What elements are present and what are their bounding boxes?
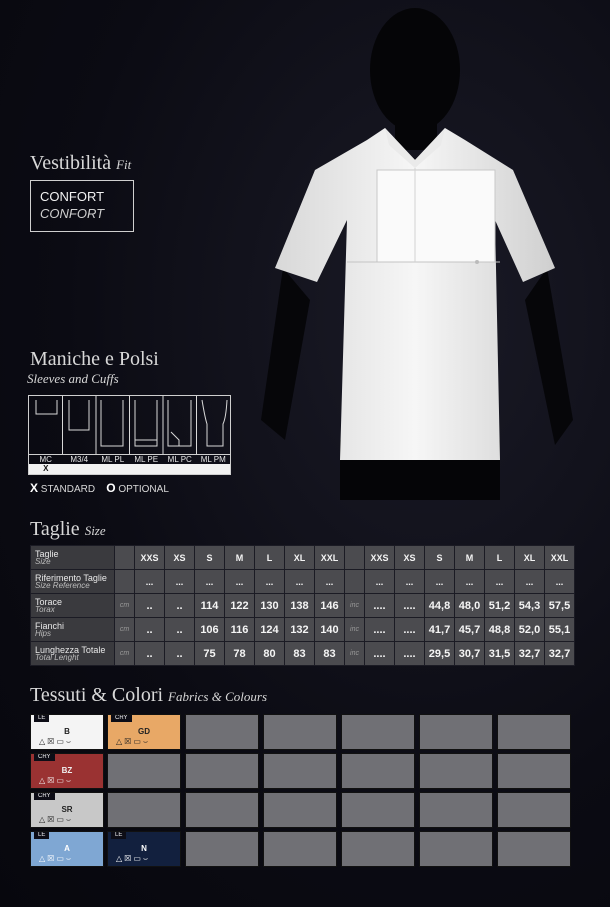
- size-cell: ...: [225, 570, 255, 594]
- size-cell: ...: [365, 570, 395, 594]
- fit-value-box: [30, 180, 134, 232]
- size-cell: S: [195, 546, 225, 570]
- fabric-tag: LE: [34, 831, 49, 839]
- size-value-cm: ..: [165, 618, 195, 642]
- size-cell: XL: [285, 546, 315, 570]
- row-label: [31, 570, 115, 594]
- size-value-inc: ....: [395, 642, 425, 666]
- size-table-row: [31, 594, 575, 618]
- size-value-cm: 114: [195, 594, 225, 618]
- unit-inc: inc: [345, 618, 365, 642]
- fabric-swatch[interactable]: [30, 831, 104, 867]
- care-icons: △☒▭⌣: [116, 737, 151, 746]
- size-cell: M: [225, 546, 255, 570]
- size-cell: ...: [395, 570, 425, 594]
- fabric-tag: CRY: [111, 714, 132, 722]
- care-icons: △☒▭⌣: [39, 854, 74, 863]
- size-cell: L: [255, 546, 285, 570]
- unit-cm: cm: [115, 594, 135, 618]
- size-value-inc: 30,7: [455, 642, 485, 666]
- sleeves-chart: [28, 395, 231, 475]
- fabric-empty-slot: [341, 792, 415, 828]
- size-value-cm: 138: [285, 594, 315, 618]
- legend-optional-mark: O: [106, 481, 116, 495]
- size-value-inc: 52,0: [515, 618, 545, 642]
- size-section-title: [30, 518, 106, 541]
- row-label: [31, 618, 115, 642]
- fabric-code: N: [141, 844, 147, 853]
- unit-cell: [115, 546, 135, 570]
- sleeve-mark: [163, 464, 197, 474]
- row-label-en: Hips: [35, 628, 52, 638]
- fabric-empty-slot: [263, 753, 337, 789]
- row-label-it: Torace: [35, 596, 63, 607]
- fabric-tag: LE: [34, 714, 49, 722]
- row-label: [31, 546, 115, 570]
- size-value-inc: ....: [365, 618, 395, 642]
- fabric-code: BZ: [61, 766, 73, 775]
- size-value-inc: 32,7: [545, 642, 575, 666]
- fabric-empty-slot: [497, 753, 571, 789]
- size-value-cm: 78: [225, 642, 255, 666]
- size-cell: ...: [455, 570, 485, 594]
- fabric-tag: CRY: [34, 753, 55, 761]
- fabrics-title: Tessuti & Colori: [30, 684, 164, 706]
- size-table-row: [31, 642, 575, 666]
- sleeve-mark: [130, 464, 164, 474]
- row-label-it: Riferimento Taglie: [35, 572, 107, 583]
- size-cell: M: [455, 546, 485, 570]
- model-jacket-image: [255, 0, 585, 500]
- size-title: Taglie: [30, 518, 80, 540]
- unit-cell: [115, 570, 135, 594]
- size-cell: XL: [515, 546, 545, 570]
- size-value-inc: 31,5: [485, 642, 515, 666]
- size-title-en: Size: [84, 523, 106, 538]
- sleeve-label: ML PL: [101, 455, 125, 464]
- sleeve-labels: [29, 454, 230, 464]
- size-value-inc: 41,7: [425, 618, 455, 642]
- size-cell: L: [485, 546, 515, 570]
- fit-title: Vestibilità: [30, 152, 112, 174]
- legend-standard: STANDARD: [40, 484, 96, 495]
- size-value-inc: 48,8: [485, 618, 515, 642]
- size-value-inc: 48,0: [455, 594, 485, 618]
- fabric-code: A: [64, 844, 70, 853]
- fabric-empty-slot: [497, 714, 571, 750]
- sleeve-label: M3/4: [70, 455, 89, 464]
- sleeve-marks: [29, 464, 230, 474]
- size-value-cm: 132: [285, 618, 315, 642]
- sleeve-icons: [29, 396, 230, 454]
- size-value-inc: ....: [395, 594, 425, 618]
- size-cell: ...: [315, 570, 345, 594]
- row-label-it: Fianchi: [35, 620, 65, 631]
- fabric-empty-slot: [341, 753, 415, 789]
- size-cell: ...: [285, 570, 315, 594]
- size-cell: ...: [255, 570, 285, 594]
- sleeves-section-subtitle: Sleeves and Cuffs: [27, 371, 119, 386]
- fit-title-en: Fit: [116, 157, 132, 172]
- fabric-empty-slot: [107, 792, 181, 828]
- size-value-cm: ..: [135, 642, 165, 666]
- row-label-en: Size Reference: [35, 580, 90, 590]
- size-value-inc: 57,5: [545, 594, 575, 618]
- row-label-en: Size: [35, 556, 51, 566]
- fabric-code: SR: [61, 805, 73, 814]
- fabric-empty-slot: [419, 831, 493, 867]
- unit-cm: cm: [115, 618, 135, 642]
- sleeve-mark: [197, 464, 231, 474]
- size-cell: ...: [425, 570, 455, 594]
- size-cell: ...: [545, 570, 575, 594]
- size-value-cm: 75: [195, 642, 225, 666]
- size-value-inc: 51,2: [485, 594, 515, 618]
- size-value-inc: ....: [395, 618, 425, 642]
- fabric-tag: LE: [111, 831, 126, 839]
- size-cell: ...: [135, 570, 165, 594]
- size-value-cm: 124: [255, 618, 285, 642]
- size-value-cm: ..: [165, 594, 195, 618]
- fabric-empty-slot: [497, 792, 571, 828]
- fit-value-en: CONFORT: [40, 206, 105, 221]
- fabric-swatch[interactable]: [30, 753, 104, 789]
- size-value-inc: ....: [365, 594, 395, 618]
- fabric-empty-slot: [185, 714, 259, 750]
- fabric-empty-slot: [419, 714, 493, 750]
- sleeve-label: ML PE: [134, 455, 159, 464]
- size-table-row: [31, 618, 575, 642]
- size-cell: XS: [165, 546, 195, 570]
- row-label-it: Taglie: [35, 548, 59, 559]
- size-cell: ...: [195, 570, 225, 594]
- size-cell: XXL: [545, 546, 575, 570]
- unit-cell: [345, 546, 365, 570]
- unit-inc: inc: [345, 594, 365, 618]
- size-table-row: [31, 546, 575, 570]
- sleeve-mark: [96, 464, 130, 474]
- sleeve-label: MC: [39, 455, 52, 464]
- row-label-en: Torax: [35, 604, 55, 614]
- size-cell: ...: [485, 570, 515, 594]
- fabric-swatch[interactable]: [107, 714, 181, 750]
- fabric-empty-slot: [185, 753, 259, 789]
- sleeve-label: ML PM: [200, 455, 226, 464]
- row-label-en: Total Lenght: [35, 652, 79, 662]
- fabric-empty-slot: [497, 831, 571, 867]
- fabric-empty-slot: [341, 831, 415, 867]
- fabric-empty-slot: [419, 753, 493, 789]
- size-value-inc: 55,1: [545, 618, 575, 642]
- sleeves-section-title: Maniche e Polsi: [30, 348, 159, 370]
- care-icons: △☒▭⌣: [39, 815, 74, 824]
- fabrics-title-en: Fabrics & Colours: [168, 689, 268, 704]
- fit-section-title: [30, 152, 131, 175]
- row-label: [31, 594, 115, 618]
- size-cell: XS: [395, 546, 425, 570]
- size-value-cm: 140: [315, 618, 345, 642]
- fit-value-it: CONFORT: [40, 189, 105, 204]
- care-icons: △☒▭⌣: [39, 776, 74, 785]
- fabric-empty-slot: [107, 753, 181, 789]
- size-value-cm: 130: [255, 594, 285, 618]
- fabrics-section-title: [30, 684, 267, 707]
- fabric-empty-slot: [263, 714, 337, 750]
- sleeve-label: ML PC: [167, 455, 192, 464]
- row-label-it: Lunghezza Totale: [35, 644, 106, 655]
- row-label: [31, 642, 115, 666]
- size-value-cm: 83: [315, 642, 345, 666]
- size-cell: S: [425, 546, 455, 570]
- fabric-tag: CRY: [34, 792, 55, 800]
- fabric-empty-slot: [185, 831, 259, 867]
- size-value-inc: 45,7: [455, 618, 485, 642]
- unit-inc: inc: [345, 642, 365, 666]
- size-value-cm: ..: [135, 618, 165, 642]
- fabric-empty-slot: [263, 792, 337, 828]
- fabric-empty-slot: [341, 714, 415, 750]
- unit-cell: [345, 570, 365, 594]
- size-cell: XXL: [315, 546, 345, 570]
- size-value-cm: 83: [285, 642, 315, 666]
- size-table-row: [31, 570, 575, 594]
- legend-standard-mark: X: [30, 481, 39, 495]
- size-value-inc: 54,3: [515, 594, 545, 618]
- fabric-code: B: [64, 727, 70, 736]
- fabric-empty-slot: [263, 831, 337, 867]
- size-value-cm: ..: [135, 594, 165, 618]
- size-cell: ...: [165, 570, 195, 594]
- fabric-swatch[interactable]: [107, 831, 181, 867]
- size-value-inc: 29,5: [425, 642, 455, 666]
- size-value-cm: 80: [255, 642, 285, 666]
- size-cell: XXS: [135, 546, 165, 570]
- sleeve-mark: [63, 464, 97, 474]
- size-cell: ...: [515, 570, 545, 594]
- sleeve-legend: [30, 481, 169, 495]
- size-value-cm: 122: [225, 594, 255, 618]
- sleeve-mark: X: [43, 464, 49, 473]
- care-icons: △☒▭⌣: [116, 854, 151, 863]
- size-value-cm: ..: [165, 642, 195, 666]
- fabric-code: GD: [138, 727, 150, 736]
- fabric-swatch[interactable]: [30, 714, 104, 750]
- size-value-inc: 44,8: [425, 594, 455, 618]
- size-value-cm: 116: [225, 618, 255, 642]
- size-value-cm: 106: [195, 618, 225, 642]
- size-cell: XXS: [365, 546, 395, 570]
- size-value-inc: 32,7: [515, 642, 545, 666]
- unit-cm: cm: [115, 642, 135, 666]
- size-value-inc: ....: [365, 642, 395, 666]
- care-icons: △☒▭⌣: [39, 737, 74, 746]
- fabric-empty-slot: [185, 792, 259, 828]
- size-table: [30, 545, 575, 666]
- fabric-empty-slot: [419, 792, 493, 828]
- fabric-swatch[interactable]: [30, 792, 104, 828]
- legend-optional: OPTIONAL: [118, 484, 169, 495]
- size-value-cm: 146: [315, 594, 345, 618]
